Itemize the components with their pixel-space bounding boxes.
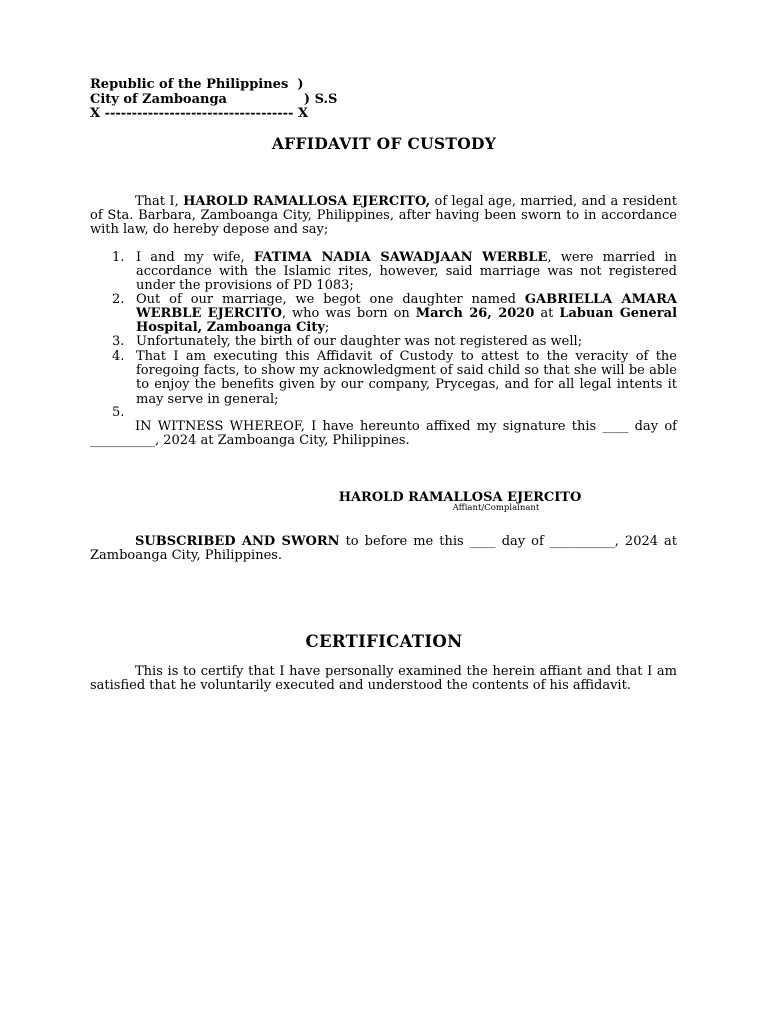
subscribed-text: to before me this ____ day of __________, 2024 at Zamboanga City, Philippines. bbox=[90, 534, 677, 564]
item-text bbox=[136, 293, 677, 336]
item-number: 2. bbox=[112, 292, 125, 307]
item-number: 3. bbox=[112, 334, 125, 349]
intro-paragraph bbox=[90, 195, 677, 238]
birth-date: March 26, 2020 bbox=[415, 306, 535, 322]
birth-place: Labuan General Hospital, Zamboanga City bbox=[136, 306, 678, 336]
header-city: City of Zamboanga ) S.S bbox=[90, 92, 338, 107]
certification-paragraph bbox=[90, 665, 677, 693]
subscribed-paragraph bbox=[90, 535, 677, 563]
certification-title: CERTIFICATION bbox=[305, 632, 463, 651]
item-text-part: Out of our marriage, we begot one daughter named bbox=[136, 292, 525, 307]
item-text-part: ; bbox=[324, 320, 330, 336]
certification-text: This is to certify that I have personally examined the herein affiant and that I am satisfied that he voluntarily executed and understood the contents of his affidavit. bbox=[90, 664, 677, 694]
item-text-part: , who was born on bbox=[281, 306, 416, 322]
header-republic: Republic of the Philippines ) bbox=[90, 77, 304, 92]
item-text-part: , were married in accordance with the Islamic rites, however, said marriage was not registered under the provisions of PD 1083; bbox=[136, 250, 678, 294]
item-text: Unfortunately, the birth of our daughter was not registered as well; bbox=[136, 334, 583, 349]
daughter-name: GABRIELLA AMARA WERBLE EJERCITO bbox=[136, 292, 677, 322]
header-divider: X ----------------------------------- X bbox=[90, 106, 309, 121]
witness-text: IN WITNESS WHEREOF, I have hereunto affixed my signature this ____ day of __________, 2024 at Zamboanga City, Philippines. bbox=[90, 419, 677, 449]
item-number: 5. bbox=[112, 405, 125, 420]
signature-role: Affiant/Complainant bbox=[452, 503, 540, 513]
wife-name: FATIMA NADIA SAWADJAAN WERBLE bbox=[253, 250, 548, 265]
item-number: 1. bbox=[112, 250, 125, 265]
item-text: That I am executing this Affidavit of Custody to attest to the veracity of the foregoing facts, to show my acknowledgment of said child so that she will be able to enjoy the benefits given by our company, Prycegas, and for all legal intents it may serve in general; bbox=[136, 349, 677, 407]
affiant-name: HAROLD RAMALLOSA EJERCITO, bbox=[183, 194, 431, 209]
signature-name: HAROLD RAMALLOSA EJERCITO bbox=[338, 490, 582, 505]
subscribed-heading: SUBSCRIBED AND SWORN bbox=[135, 534, 340, 549]
item-text-part: I and my wife, bbox=[136, 250, 254, 265]
item-number: 4. bbox=[112, 349, 125, 364]
document-title: AFFIDAVIT OF CUSTODY bbox=[271, 134, 497, 153]
witness-paragraph bbox=[90, 420, 677, 448]
item-text bbox=[136, 251, 677, 294]
intro-text-start: That I, bbox=[135, 194, 184, 209]
item-text-part: at bbox=[534, 306, 560, 322]
intro-text-end: of legal age, married, and a resident of Sta. Barbara, Zamboanga City, Philippines, after having been sworn to in accordance with law, do hereby depose and say; bbox=[90, 194, 677, 238]
